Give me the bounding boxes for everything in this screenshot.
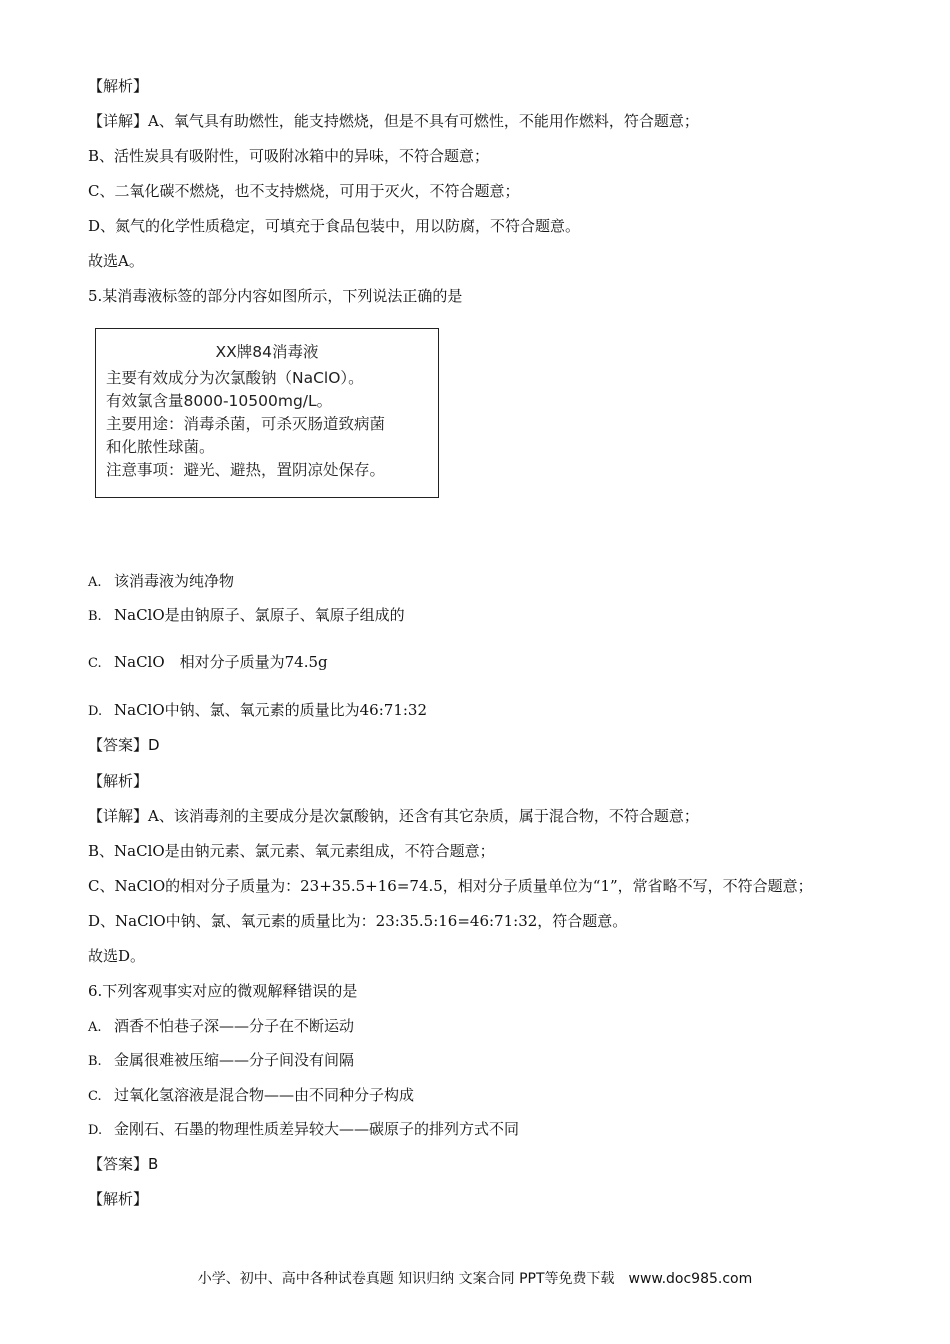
- explain-line: B、活性炭具有吸附性，可吸附冰箱中的异味，不符合题意；: [88, 147, 490, 165]
- page-footer: 小学、初中、高中各种试卷真题 知识归纳 文案合同 PPT等免费下载 www.doc985.com: [197, 1271, 753, 1287]
- label-line: 主要有效成分为次氯酸钠（NaClO）。: [106, 369, 364, 387]
- label-line: 主要用途：消毒杀菌，可杀灭肠道致病菌: [106, 415, 386, 433]
- jiexi-heading-1: 【解析】: [88, 77, 149, 95]
- disinfectant-label-image: [95, 328, 439, 498]
- option-letter: C.: [88, 656, 102, 671]
- explain-line: 【详解】A、氧气具有助燃性，能支持燃烧，但是不具有可燃性，不能用作燃料，符合题意；: [88, 112, 699, 130]
- option-letter: B.: [88, 609, 102, 624]
- q5-option-b: [88, 605, 405, 627]
- label-line: 有效氯含量8000-10500mg/L。: [106, 392, 333, 410]
- q6-option-d: [88, 1119, 519, 1141]
- q6-answer: [88, 1154, 158, 1174]
- q6-option-c: [88, 1085, 414, 1107]
- option-text: NaClO是由钠原子、氯原子、氧原子组成的: [114, 606, 405, 624]
- option-letter: A.: [88, 1020, 102, 1035]
- q5-option-c: [88, 652, 328, 674]
- label-line: 和化脓性球菌。: [106, 438, 215, 456]
- jiexi-heading-5: 【解析】: [88, 772, 149, 790]
- option-text: NaClO中钠、氯、氧元素的质量比为46:71:32: [114, 701, 428, 719]
- answer-value: B: [148, 1155, 159, 1173]
- q6-option-a: [88, 1016, 354, 1038]
- q5-answer: [88, 735, 160, 755]
- label-line: 注意事项：避光、避热，置阴凉处保存。: [106, 461, 386, 479]
- explain-line: D、氮气的化学性质稳定，可填充于食品包装中，用以防腐，不符合题意。: [88, 217, 581, 235]
- conclusion-line: 故选A。: [88, 252, 144, 270]
- option-letter: D.: [88, 1123, 103, 1138]
- answer-value: D: [148, 736, 160, 754]
- explain-line: C、二氧化碳不燃烧，也不支持燃烧，可用于灭火，不符合题意；: [88, 182, 520, 200]
- question-5-stem: 5.某消毒液标签的部分内容如图所示，下列说法正确的是: [88, 287, 463, 305]
- explain-line: D、NaClO中钠、氯、氧元素的质量比为：23:35.5:16=46:71:32，符合题意。: [88, 912, 628, 930]
- option-letter: B.: [88, 1054, 102, 1069]
- option-text: 酒香不怕巷子深——分子在不断运动: [114, 1017, 355, 1035]
- question-6-stem: 6.下列客观事实对应的微观解释错误的是: [88, 982, 358, 1000]
- label-title: XX牌84消毒液: [215, 343, 319, 361]
- q6-option-b: [88, 1050, 354, 1072]
- explain-line: 【详解】A、该消毒剂的主要成分是次氯酸钠，还含有其它杂质，属于混合物，不符合题意；: [88, 807, 699, 825]
- option-letter: C.: [88, 1089, 102, 1104]
- q5-option-d: [88, 700, 427, 722]
- q5-option-a: [88, 571, 234, 593]
- explain-line: B、NaClO是由钠元素、氯元素、氧元素组成，不符合题意；: [88, 842, 495, 860]
- option-letter: A.: [88, 575, 102, 590]
- option-letter: D.: [88, 704, 103, 719]
- option-text: 该消毒液为纯净物: [114, 572, 235, 590]
- conclusion-line: 故选D。: [88, 947, 146, 965]
- option-text: 金属很难被压缩——分子间没有间隔: [114, 1051, 355, 1069]
- option-text: 金刚石、石墨的物理性质差异较大——碳原子的排列方式不同: [114, 1120, 520, 1138]
- explain-line: C、NaClO的相对分子质量为：23+35.5+16=74.5，相对分子质量单位为“1”，常省略不写，不符合题意；: [88, 877, 813, 895]
- option-text: 过氧化氢溶液是混合物——由不同种分子构成: [114, 1086, 415, 1104]
- answer-label: 【答案】: [88, 1155, 149, 1173]
- option-text: NaClO 相对分子质量为74.5g: [114, 653, 328, 671]
- answer-label: 【答案】: [88, 736, 149, 754]
- jiexi-heading-6: 【解析】: [88, 1190, 149, 1208]
